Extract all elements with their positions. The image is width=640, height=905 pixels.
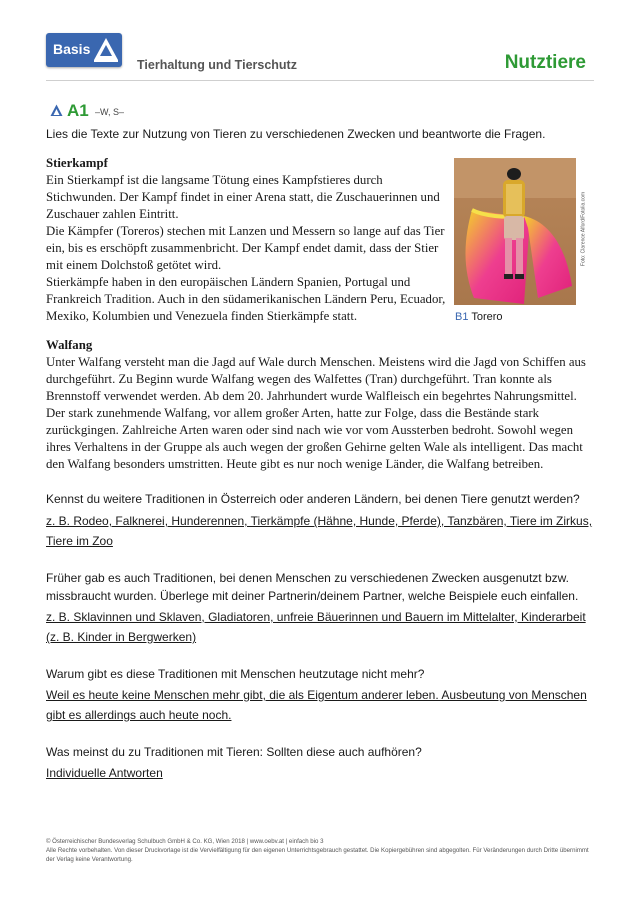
stierkampf-paragraph-3: Stierkämpfe haben in den europäischen Ländern Spanien, Portugal und Frankreich Tradition. Auch in den südamerikanischen Ländern Peru, Ecuador, Mexiko, Kolumbien und Venezuela finden Stierkämpfe statt. xyxy=(46,275,446,323)
caption-text: Torero xyxy=(471,311,503,323)
torero-photo xyxy=(454,158,576,305)
walfang-text: Unter Walfang versteht man die Jagd auf Wale durch Menschen. Meistens wird die Jagd von Schiffen aus durchgeführt. Zu Beginn wurde Walfang wegen des Walfettes (Tran) durchgeführt. Tran konnte als Brennstoff verwendet werden. Ab dem 20. Jahrhundert wurde Walfleisch ein begehrtes Nahrungsmittel. Der stark zunehmende Walfang, vor allem großer Arten, hatte zur Folge, dass die Bestände stark zurückgingen. Zahlreiche Arten waren oder sind nach wie vor vom Aussterben bedroht. Sowohl wegen ihres Verhaltens in der Gruppe als auch wegen der großen Gehirne gelten Wale als intelligent. Das macht den Walfang besonders umstritten. Heute gibt es nur noch wenige Länder, die Walfang betreiben. xyxy=(46,355,586,471)
answer-2: z. B. Sklavinnen und Sklaven, Gladiatoren, unfreie Bäuerinnen und Bauern im Mittelalter, Kinderarbeit (z. B. Kinder in Bergwerken) xyxy=(46,610,586,644)
level-triangle-icon xyxy=(50,104,63,117)
footer-copyright: © Österreichischer Bundesverlag Schulbuch GmbH & Co. KG, Wien 2018 | www.oebv.at | einfach bio 3 xyxy=(46,838,324,845)
question-1: Kennst du weitere Traditionen in Österreich oder anderen Ländern, bei denen Tiere genutzt werden? xyxy=(46,492,580,506)
answer-4: Individuelle Antworten xyxy=(46,766,163,780)
question-3: Warum gibt es diese Traditionen mit Menschen heutzutage nicht mehr? xyxy=(46,667,425,681)
stierkampf-section xyxy=(46,155,446,325)
header-topic: Nutztiere xyxy=(504,52,586,73)
photo-credit xyxy=(579,160,589,305)
footer xyxy=(46,837,594,864)
photo-credit-text: Foto: Clarence Alford/Fotolia.com xyxy=(580,191,587,267)
question-4: Was meinst du zu Traditionen mit Tieren: Sollten diese auch aufhören? xyxy=(46,745,422,759)
task-number: A1 xyxy=(67,101,89,120)
header-subject: Tierhaltung und Tierschutz xyxy=(137,58,297,72)
task-instruction: Lies die Texte zur Nutzung von Tieren zu verschiedenen Zwecken und beantworte die Fragen. xyxy=(46,127,546,141)
answer-3: Weil es heute keine Menschen mehr gibt, die als Eigentum anderer leben. Ausbeutung von Menschen gibt es allerdings auch heute noch. xyxy=(46,688,587,722)
task-level: –W, S– xyxy=(95,107,125,117)
footer-rights: Alle Rechte vorbehalten. Von dieser Druckvorlage ist die Vervielfältigung für den eigenen Unterrichtsgebrauch gestattet. Die Kopiergebühren sind abgegolten. Für Veränderungen durch Dritte übernimmt der Verlag keine Verantwortung. xyxy=(46,847,589,863)
header-divider xyxy=(46,80,594,81)
basis-logo xyxy=(46,33,122,67)
photo-caption xyxy=(455,311,503,323)
walfang-section xyxy=(46,337,594,473)
mountain-logo-icon xyxy=(92,36,120,64)
stierkampf-heading: Stierkampf xyxy=(46,156,108,170)
caption-label: B1 xyxy=(455,311,469,323)
logo-text: Basis xyxy=(53,41,91,57)
walfang-heading: Walfang xyxy=(46,338,93,352)
answer-1: z. B. Rodeo, Falknerei, Hunderennen, Tierkämpfe (Hähne, Hunde, Pferde), Tanzbären, Tiere im Zirkus, Tiere im Zoo xyxy=(46,514,593,548)
stierkampf-paragraph-2: Die Kämpfer (Toreros) stechen mit Lanzen und Messern so lange auf das Tier ein, bis es erschöpft zusammenbricht. Der Kampf endet damit, dass der Stier mit einem Dolchstoß getötet wird. xyxy=(46,224,445,272)
question-2: Früher gab es auch Traditionen, bei denen Menschen zu verschiedenen Zwecken ausgenutzt bzw. missbraucht wurden. Überlege mit deiner Partnerin/deinem Partner, welche Beispiele euch einfallen. xyxy=(46,571,579,603)
stierkampf-paragraph-1: Ein Stierkampf ist die langsame Tötung eines Kampfstieres durch Stichwunden. Der Kampf findet in einer Arena statt, die Zuschauerinnen und Zuschauer zahlen Eintritt. xyxy=(46,173,440,221)
